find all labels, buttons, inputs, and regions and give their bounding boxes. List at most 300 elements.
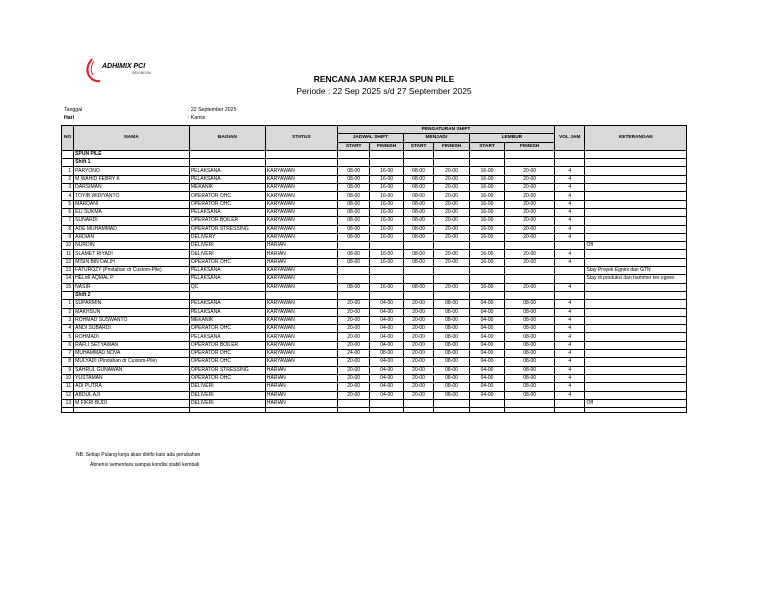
cell-jadwal-start [337, 242, 369, 250]
cell-lembur-start: 16-00 [469, 258, 505, 266]
cell-nama: M FIKRI BUDI [74, 399, 190, 407]
cell-menjadi-start: 08-00 [403, 217, 433, 225]
cell-keterangan [585, 184, 687, 192]
cell-lembur-start: 04-00 [469, 358, 505, 366]
cell-bagian: OPERATOR OHC [189, 258, 265, 266]
cell-vol-jam: 4 [555, 192, 585, 200]
cell-menjadi-finnish: 08-00 [434, 358, 470, 366]
header-start: START [469, 142, 505, 150]
empty-cell [585, 159, 687, 167]
cell-bagian: OPERATOR OHC [189, 374, 265, 382]
cell-bagian: OPERATOR STRESSING [189, 366, 265, 374]
cell-status: KARYAWAN [265, 341, 337, 349]
cell-bagian: MEKANIK [189, 316, 265, 324]
cell-nama: ANDI SUBARDI [74, 325, 190, 333]
cell-status: KARYAWAN [265, 325, 337, 333]
cell-menjadi-start [403, 242, 433, 250]
cell-nama: YUSTAMAN [74, 374, 190, 382]
cell-bagian: PELAKSANA [189, 300, 265, 308]
empty-cell [505, 408, 555, 413]
cell-lembur-finnish: 08-00 [505, 350, 555, 358]
cell-nama: ARDIAN [74, 233, 190, 241]
cell-vol-jam: 4 [555, 233, 585, 241]
cell-jadwal-finnish: 04-00 [370, 341, 403, 349]
cell-jadwal-start: 08-00 [337, 167, 369, 175]
header-nama: NAMA [74, 126, 190, 151]
cell-menjadi-start: 20-00 [403, 366, 433, 374]
empty-cell [62, 150, 74, 158]
cell-keterangan [585, 233, 687, 241]
table-row [62, 175, 687, 183]
cell-status: KARYAWAN [265, 192, 337, 200]
cell-bagian: PELAKSANA [189, 308, 265, 316]
cell-lembur-start: 16-00 [469, 192, 505, 200]
cell-jadwal-start: 08-00 [337, 250, 369, 258]
cell-keterangan [585, 350, 687, 358]
cell-nama: M WAHID FEBRY K [74, 175, 190, 183]
table-row [62, 242, 687, 250]
cell-vol-jam: 4 [555, 308, 585, 316]
cell-jadwal-start: 08-00 [337, 200, 369, 208]
cell-no: 7 [62, 350, 74, 358]
cell-menjadi-finnish: 08-00 [434, 366, 470, 374]
cell-status: KARYAWAN [265, 283, 337, 291]
cell-keterangan: Off [585, 242, 687, 250]
cell-status: HARIAN [265, 383, 337, 391]
cell-jadwal-finnish: 16-00 [370, 283, 403, 291]
empty-cell [337, 291, 369, 299]
cell-menjadi-finnish: 20-00 [434, 167, 470, 175]
cell-nama: SUPARMIN [74, 300, 190, 308]
cell-no: 8 [62, 358, 74, 366]
empty-cell [469, 408, 505, 413]
cell-keterangan: Stay Proyek Egnex dan GTN [585, 267, 687, 275]
cell-jadwal-start: 08-00 [337, 184, 369, 192]
table-row [62, 391, 687, 399]
empty-cell [337, 159, 369, 167]
cell-keterangan [585, 208, 687, 216]
cell-nama: SAHRUL GUNAWAN [74, 366, 190, 374]
header-menjadi: MENJADI [403, 134, 469, 142]
cell-jadwal-start: 08-00 [337, 258, 369, 266]
cell-bagian: PELAKSANA [189, 208, 265, 216]
cell-menjadi-finnish: 08-00 [434, 333, 470, 341]
cell-menjadi-finnish: 20-00 [434, 200, 470, 208]
shift2-row-label: Shift 2 [74, 291, 190, 299]
cell-bagian: PELAKSANA [189, 275, 265, 283]
cell-nama: MULYADI (Pindahan dr Custom-Pile) [74, 358, 190, 366]
cell-no: 11 [62, 383, 74, 391]
table-row [62, 341, 687, 349]
empty-cell [434, 291, 470, 299]
empty-cell [434, 159, 470, 167]
cell-lembur-start: 16-00 [469, 233, 505, 241]
cell-menjadi-start: 20-00 [403, 350, 433, 358]
cell-no: 14 [62, 275, 74, 283]
cell-menjadi-finnish: 08-00 [434, 316, 470, 324]
cell-status: KARYAWAN [265, 200, 337, 208]
cell-vol-jam: 4 [555, 175, 585, 183]
cell-jadwal-start: 08-00 [337, 175, 369, 183]
cell-status: KARYAWAN [265, 217, 337, 225]
cell-menjadi-start: 08-00 [403, 208, 433, 216]
cell-menjadi-start: 20-00 [403, 383, 433, 391]
cell-keterangan [585, 308, 687, 316]
cell-jadwal-start: 20-00 [337, 308, 369, 316]
cell-status: KARYAWAN [265, 167, 337, 175]
cell-vol-jam: 4 [555, 350, 585, 358]
empty-cell [370, 159, 403, 167]
cell-keterangan [585, 391, 687, 399]
table-row [62, 192, 687, 200]
cell-vol-jam [555, 242, 585, 250]
empty-cell [265, 291, 337, 299]
empty-cell [505, 159, 555, 167]
cell-menjadi-finnish: 08-00 [434, 374, 470, 382]
table-row [62, 374, 687, 382]
tanggal-value: : 22 September 2025 [188, 107, 237, 113]
cell-jadwal-start: 20-00 [337, 333, 369, 341]
table-row [62, 267, 687, 275]
cell-bagian: DELIVERI [189, 242, 265, 250]
cell-lembur-finnish [505, 275, 555, 283]
cell-vol-jam: 4 [555, 374, 585, 382]
cell-menjadi-start: 20-00 [403, 333, 433, 341]
cell-menjadi-start: 20-00 [403, 391, 433, 399]
cell-no: 4 [62, 192, 74, 200]
cell-lembur-start: 04-00 [469, 325, 505, 333]
table-row [62, 283, 687, 291]
cell-vol-jam: 4 [555, 200, 585, 208]
header-bagian: BAGIAN [189, 126, 265, 151]
cell-bagian: MEKANIK [189, 184, 265, 192]
cell-vol-jam [555, 399, 585, 407]
cell-keterangan: Off [585, 399, 687, 407]
empty-cell [62, 291, 74, 299]
cell-menjadi-finnish [434, 399, 470, 407]
cell-keterangan [585, 300, 687, 308]
empty-cell [403, 150, 433, 158]
table-row [62, 358, 687, 366]
cell-bagian: OPERATOR STRESSING [189, 225, 265, 233]
cell-menjadi-start: 08-00 [403, 258, 433, 266]
cell-nama: MUHAMMAD NOVA [74, 350, 190, 358]
cell-keterangan [585, 225, 687, 233]
cell-nama: ROHMAD SUSWANTO [74, 316, 190, 324]
cell-nama: ELI SUKMA [74, 208, 190, 216]
cell-jadwal-finnish: 04-00 [370, 325, 403, 333]
cell-no: 13 [62, 399, 74, 407]
table-row [62, 217, 687, 225]
cell-jadwal-finnish: 16-00 [370, 250, 403, 258]
header-jadwal-shift: JADWAL SHIFT [337, 134, 403, 142]
cell-no: 2 [62, 175, 74, 183]
cell-jadwal-start: 20-00 [337, 374, 369, 382]
cell-no: 3 [62, 316, 74, 324]
cell-jadwal-finnish [370, 399, 403, 407]
cell-jadwal-finnish: 04-00 [370, 316, 403, 324]
cell-keterangan [585, 217, 687, 225]
cell-jadwal-start: 20-00 [337, 358, 369, 366]
cell-bagian: DELIVERY [189, 233, 265, 241]
cell-vol-jam: 4 [555, 225, 585, 233]
header-status: STATUS [265, 126, 337, 151]
table-end-row [62, 408, 687, 413]
cell-lembur-finnish: 08-00 [505, 333, 555, 341]
cell-vol-jam: 4 [555, 167, 585, 175]
cell-jadwal-finnish: 04-00 [370, 358, 403, 366]
cell-no: 7 [62, 217, 74, 225]
section-row-label: SPUN PILE [74, 150, 190, 158]
cell-nama: ABDUL AJI [74, 391, 190, 399]
cell-vol-jam: 4 [555, 283, 585, 291]
cell-menjadi-start: 08-00 [403, 200, 433, 208]
cell-jadwal-finnish: 16-00 [370, 200, 403, 208]
cell-vol-jam [555, 267, 585, 275]
cell-bagian: PELAKSANA [189, 333, 265, 341]
cell-no: 15 [62, 283, 74, 291]
cell-nama: MARDANI [74, 200, 190, 208]
cell-nama: TOYIB WIDIYANTO [74, 192, 190, 200]
table-row [62, 258, 687, 266]
cell-lembur-finnish: 20-00 [505, 200, 555, 208]
cell-vol-jam: 4 [555, 341, 585, 349]
cell-nama: ADE MUHAMMAD [74, 225, 190, 233]
header-start: START [337, 142, 369, 150]
cell-lembur-finnish: 20-00 [505, 175, 555, 183]
table-row [62, 200, 687, 208]
cell-no: 8 [62, 225, 74, 233]
tanggal-row [64, 107, 237, 113]
cell-nama: MAKHSUN [74, 308, 190, 316]
cell-keterangan [585, 333, 687, 341]
logo-subtitle: INDONESIA [132, 71, 152, 75]
empty-cell [555, 291, 585, 299]
header-finnish: FINNISH [370, 142, 403, 150]
cell-lembur-start: 04-00 [469, 300, 505, 308]
cell-menjadi-finnish: 08-00 [434, 350, 470, 358]
cell-lembur-start: 16-00 [469, 217, 505, 225]
cell-bagian: OPERATOR OHC [189, 200, 265, 208]
cell-menjadi-start: 20-00 [403, 325, 433, 333]
cell-keterangan [585, 250, 687, 258]
cell-bagian: DELIVERI [189, 391, 265, 399]
cell-menjadi-finnish: 20-00 [434, 283, 470, 291]
cell-nama: SUNARDI [74, 217, 190, 225]
cell-lembur-start: 04-00 [469, 316, 505, 324]
cell-vol-jam: 4 [555, 208, 585, 216]
empty-cell [337, 150, 369, 158]
empty-cell [189, 150, 265, 158]
cell-bagian: PELAKSANA [189, 167, 265, 175]
cell-jadwal-finnish: 04-00 [370, 366, 403, 374]
cell-jadwal-start: 20-00 [337, 300, 369, 308]
shift2-row [62, 291, 687, 299]
cell-lembur-start: 16-00 [469, 250, 505, 258]
cell-jadwal-finnish: 16-00 [370, 192, 403, 200]
cell-no: 4 [62, 325, 74, 333]
cell-vol-jam: 4 [555, 258, 585, 266]
empty-cell [469, 159, 505, 167]
table-row [62, 184, 687, 192]
cell-jadwal-finnish: 04-00 [370, 391, 403, 399]
cell-vol-jam: 4 [555, 366, 585, 374]
cell-lembur-start [469, 275, 505, 283]
cell-lembur-finnish: 08-00 [505, 308, 555, 316]
cell-lembur-finnish: 08-00 [505, 325, 555, 333]
cell-no: 9 [62, 233, 74, 241]
header-vol-jam: VOL JAM [555, 126, 585, 151]
empty-cell [505, 150, 555, 158]
header-finnish: FINNISH [505, 142, 555, 150]
cell-menjadi-start: 08-00 [403, 184, 433, 192]
table-row [62, 167, 687, 175]
empty-cell [62, 408, 74, 413]
cell-lembur-finnish: 20-00 [505, 233, 555, 241]
cell-lembur-finnish: 08-00 [505, 300, 555, 308]
cell-lembur-finnish: 08-00 [505, 366, 555, 374]
empty-cell [189, 408, 265, 413]
cell-lembur-start: 16-00 [469, 225, 505, 233]
cell-jadwal-start: 20-00 [337, 391, 369, 399]
cell-bagian: DELIVERI [189, 383, 265, 391]
cell-nama: SLAMET RIYADI [74, 250, 190, 258]
cell-menjadi-finnish: 20-00 [434, 250, 470, 258]
table-row [62, 250, 687, 258]
cell-nama: DARSIMAN [74, 184, 190, 192]
header-lembur: LEMBUR [469, 134, 554, 142]
cell-keterangan [585, 325, 687, 333]
table-row [62, 383, 687, 391]
cell-menjadi-finnish: 20-00 [434, 192, 470, 200]
cell-menjadi-finnish: 08-00 [434, 383, 470, 391]
table-row [62, 366, 687, 374]
section-row [62, 150, 687, 158]
empty-cell [337, 408, 369, 413]
cell-lembur-finnish: 20-00 [505, 225, 555, 233]
cell-menjadi-start [403, 275, 433, 283]
cell-menjadi-finnish: 20-00 [434, 208, 470, 216]
cell-vol-jam: 4 [555, 358, 585, 366]
cell-lembur-start: 04-00 [469, 383, 505, 391]
cell-jadwal-finnish: 04-00 [370, 383, 403, 391]
cell-lembur-start [469, 399, 505, 407]
cell-keterangan [585, 316, 687, 324]
shift1-row [62, 159, 687, 167]
table-row [62, 308, 687, 316]
empty-cell [555, 150, 585, 158]
empty-cell [434, 408, 470, 413]
empty-cell [555, 408, 585, 413]
cell-lembur-start: 04-00 [469, 341, 505, 349]
cell-keterangan [585, 341, 687, 349]
cell-lembur-finnish: 20-00 [505, 283, 555, 291]
cell-no: 1 [62, 167, 74, 175]
cell-lembur-finnish: 20-00 [505, 167, 555, 175]
table-row [62, 325, 687, 333]
cell-nama: HELMI AQMAL P [74, 275, 190, 283]
cell-jadwal-finnish: 16-00 [370, 258, 403, 266]
empty-cell [585, 150, 687, 158]
logo-name: ADHIMIX PCI [102, 63, 146, 70]
cell-vol-jam: 4 [555, 383, 585, 391]
empty-cell [265, 408, 337, 413]
cell-lembur-start [469, 242, 505, 250]
cell-vol-jam: 4 [555, 217, 585, 225]
cell-lembur-finnish: 08-00 [505, 383, 555, 391]
cell-lembur-start: 04-00 [469, 350, 505, 358]
cell-jadwal-finnish: 16-00 [370, 167, 403, 175]
cell-jadwal-start: 08-00 [337, 217, 369, 225]
cell-menjadi-start: 08-00 [403, 233, 433, 241]
cell-status: KARYAWAN [265, 308, 337, 316]
cell-menjadi-finnish: 08-00 [434, 308, 470, 316]
cell-bagian: OPERATOR OHC [189, 325, 265, 333]
cell-keterangan [585, 192, 687, 200]
cell-status: KARYAWAN [265, 184, 337, 192]
cell-vol-jam [555, 275, 585, 283]
empty-cell [403, 408, 433, 413]
document-title: RENCANA JAM KERJA SPUN PILE [313, 74, 455, 84]
cell-menjadi-start: 20-00 [403, 316, 433, 324]
cell-no: 10 [62, 374, 74, 382]
cell-menjadi-finnish [434, 275, 470, 283]
cell-keterangan [585, 358, 687, 366]
cell-keterangan [585, 258, 687, 266]
header-start: START [403, 142, 433, 150]
table-row [62, 316, 687, 324]
hari-value: : Kamis [188, 115, 206, 121]
cell-no: 1 [62, 300, 74, 308]
cell-keterangan [585, 175, 687, 183]
cell-keterangan: Stay di produksi dan hammer tes egnex [585, 275, 687, 283]
cell-jadwal-finnish [370, 267, 403, 275]
cell-menjadi-start: 08-00 [403, 175, 433, 183]
table-row [62, 233, 687, 241]
cell-jadwal-start: 20-00 [337, 341, 369, 349]
cell-bagian: OPERATOR OHC [189, 358, 265, 366]
cell-lembur-start: 16-00 [469, 283, 505, 291]
cell-jadwal-start: 20-00 [337, 316, 369, 324]
cell-no: 6 [62, 341, 74, 349]
cell-lembur-finnish: 20-00 [505, 217, 555, 225]
cell-no: 10 [62, 242, 74, 250]
cell-jadwal-start: 08-00 [337, 283, 369, 291]
empty-cell [370, 291, 403, 299]
cell-status: KARYAWAN [265, 233, 337, 241]
empty-cell [403, 159, 433, 167]
cell-keterangan [585, 383, 687, 391]
cell-jadwal-start: 08-00 [337, 233, 369, 241]
cell-jadwal-start: 08-00 [337, 208, 369, 216]
table-row [62, 350, 687, 358]
empty-cell [469, 291, 505, 299]
cell-menjadi-start: 20-00 [403, 341, 433, 349]
document-period: Periode : 22 Sep 2025 s/d 27 September 2025 [296, 86, 472, 96]
cell-menjadi-start: 20-00 [403, 308, 433, 316]
cell-jadwal-finnish: 16-00 [370, 208, 403, 216]
cell-lembur-finnish: 20-00 [505, 208, 555, 216]
empty-cell [434, 150, 470, 158]
cell-lembur-start: 16-00 [469, 175, 505, 183]
cell-keterangan [585, 366, 687, 374]
cell-no: 6 [62, 208, 74, 216]
cell-nama: RAFLI SETYAWAN [74, 341, 190, 349]
cell-jadwal-start: 20-00 [337, 366, 369, 374]
cell-status: KARYAWAN [265, 267, 337, 275]
cell-menjadi-finnish: 20-00 [434, 225, 470, 233]
cell-no: 5 [62, 333, 74, 341]
